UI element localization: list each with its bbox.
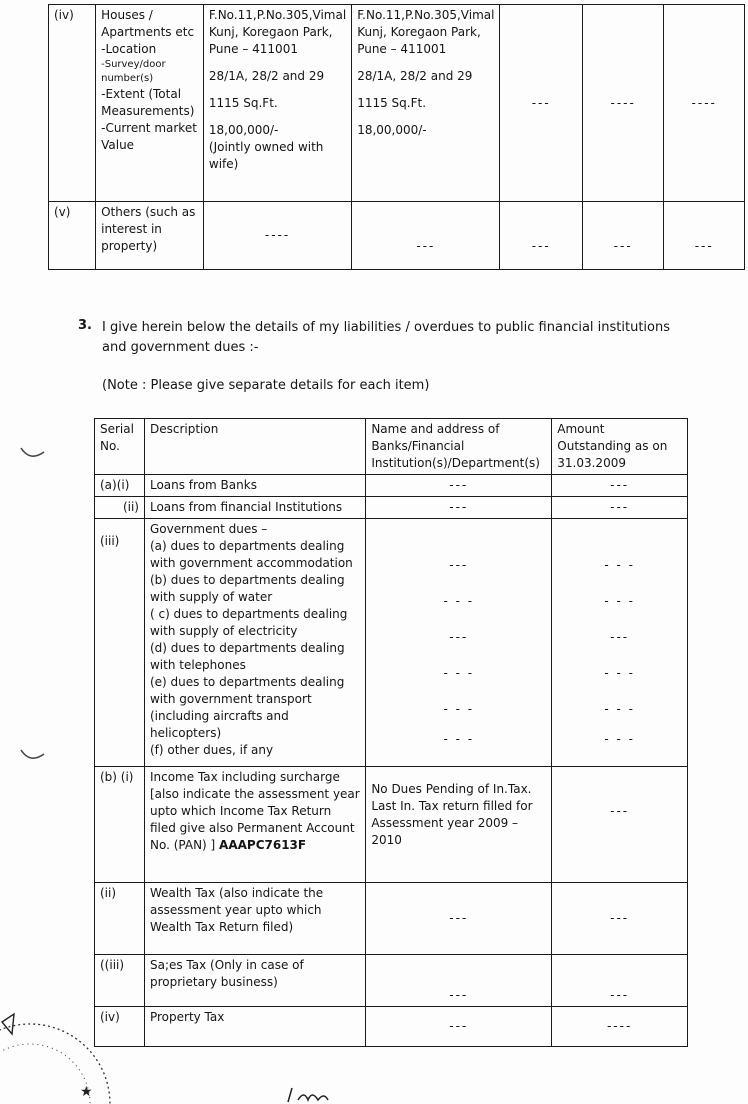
- serial-cell: (v): [49, 202, 96, 270]
- header-amount: Amount Outstanding as on 31.03.2009: [552, 419, 688, 475]
- serial-cell: (iii): [95, 519, 145, 767]
- section-note: (Note : Please give separate details for each item): [102, 378, 430, 393]
- desc-title: Houses / Apartments etc: [101, 8, 195, 39]
- header-row: [95, 419, 688, 475]
- self-note: (Jointly owned with wife): [208, 140, 324, 171]
- table-row-sales-tax: [95, 955, 688, 1007]
- section-number: 3.: [78, 318, 92, 333]
- name-cell: ---: [366, 497, 552, 519]
- amount-cell: ----: [552, 1007, 688, 1047]
- self-address: F.No.11,P.No.305,Vimal Kunj, Koregaon Park, Pune – 411001: [208, 8, 347, 56]
- self-cell: [203, 5, 351, 202]
- spouse-cell: [352, 5, 500, 202]
- serial-cell: (b) (i): [95, 767, 145, 883]
- amount-cell: ---: [552, 497, 688, 519]
- spouse-extent: 1115 Sq.Ft.: [357, 96, 427, 110]
- assets-table: [48, 4, 745, 270]
- desc-location: -Location: [101, 42, 157, 56]
- punch-hole-mark: [18, 742, 48, 772]
- self-value: 18,00,000/-: [208, 123, 279, 137]
- govt-item: (b) dues to departments dealing with supply of water: [149, 573, 345, 604]
- name-cell: [366, 519, 552, 767]
- value-cell: ---: [582, 202, 664, 270]
- income-tax-desc: Income Tax including surcharge [also indicate the assessment year upto which Income Tax Return filed give also Permanent Account No. (PAN) ]: [149, 770, 360, 852]
- name-cell: No Dues Pending of In.Tax. Last In. Tax return filled for Assessment year 2009 – 2010: [366, 767, 552, 883]
- spouse-address: F.No.11,P.No.305,Vimal Kunj, Koregaon Park, Pune – 411001: [357, 8, 495, 56]
- description-cell: Property Tax: [144, 1007, 365, 1047]
- svg-text:★: ★: [80, 1084, 93, 1100]
- value-cell: ---: [352, 202, 500, 270]
- govt-item: (d) dues to departments dealing with telephones: [149, 641, 345, 672]
- serial-cell: (iv): [49, 5, 96, 202]
- serial-cell: (iv): [95, 1007, 145, 1047]
- header-description: Description: [144, 419, 365, 475]
- amount-cell: [552, 519, 688, 767]
- dash: - - -: [604, 558, 635, 572]
- table-row-wealth-tax: [95, 883, 688, 955]
- description-cell: [96, 5, 204, 202]
- dependent2-cell: ----: [582, 5, 664, 202]
- description-cell: Wealth Tax (also indicate the assessment year upto which Wealth Tax Return filed): [144, 883, 365, 955]
- table-row-property-tax: [95, 1007, 688, 1047]
- table-row: [95, 475, 688, 497]
- self-survey: 28/1A, 28/2 and 29: [208, 69, 325, 83]
- description-cell: Loans from Banks: [144, 475, 365, 497]
- value-cell: ---: [500, 202, 582, 270]
- amount-cell: ---: [552, 767, 688, 883]
- liabilities-table: [94, 418, 688, 1047]
- dash: - - -: [604, 702, 635, 716]
- spouse-survey: 28/1A, 28/2 and 29: [357, 69, 473, 83]
- table-row-income-tax: [95, 767, 688, 883]
- name-cell: ---: [366, 1007, 552, 1047]
- serial-cell: (ii): [95, 497, 145, 519]
- desc-survey: -Survey/door number(s): [101, 59, 166, 84]
- dash: - - -: [604, 732, 635, 746]
- serial-cell: (ii): [95, 883, 145, 955]
- govt-item: (f) other dues, if any: [149, 743, 274, 757]
- govt-item: (e) dues to departments dealing with government transport (including aircrafts and helicopters): [149, 675, 345, 740]
- description-cell: Sa;es Tax (Only in case of proprietary business): [144, 955, 365, 1007]
- table-row-govt-dues: [95, 519, 688, 767]
- dash: - - -: [443, 594, 475, 608]
- section-text: I give herein below the details of my liabilities / overdues to public financial institutions and government dues :-: [102, 320, 671, 355]
- description-cell: Loans from financial Institutions: [144, 497, 365, 519]
- name-cell: ---: [366, 955, 552, 1007]
- dash: ---: [610, 630, 630, 644]
- dependent3-cell: ----: [664, 5, 745, 202]
- dash: - - -: [604, 594, 635, 608]
- dash: - - -: [443, 732, 475, 746]
- asset-row-houses: [49, 5, 745, 202]
- name-cell: ---: [366, 883, 552, 955]
- dash: - - -: [443, 666, 475, 680]
- serial-cell: (a)(i): [95, 475, 145, 497]
- desc-value: -Current market Value: [101, 121, 197, 152]
- serial-cell: ((iii): [95, 955, 145, 1007]
- seal-stamp: [0, 1000, 120, 1104]
- value-cell: ---: [664, 202, 745, 270]
- table-row: [95, 497, 688, 519]
- dash: - - -: [604, 666, 635, 680]
- amount-cell: ---: [552, 475, 688, 497]
- amount-cell: ---: [552, 955, 688, 1007]
- asset-row-others: [49, 202, 745, 270]
- dependent1-cell: ---: [500, 5, 582, 202]
- govt-item: (a) dues to departments dealing with government accommodation: [149, 539, 353, 570]
- header-name-address: Name and address of Banks/Financial Institution(s)/Department(s): [366, 419, 552, 475]
- punch-hole-mark: [18, 440, 48, 470]
- description-cell: Others (such as interest in property): [96, 202, 204, 270]
- header-serial: Serial No.: [95, 419, 145, 475]
- govt-item: ( c) dues to departments dealing with supply of electricity: [149, 607, 348, 638]
- description-cell: [144, 519, 365, 767]
- description-cell: [144, 767, 365, 883]
- signature-mark: [284, 1086, 354, 1104]
- govt-title: Government dues –: [149, 522, 268, 536]
- self-extent: 1115 Sq.Ft.: [208, 96, 278, 110]
- name-cell: ---: [366, 475, 552, 497]
- desc-extent: -Extent (Total Measurements): [101, 87, 195, 118]
- dash: - - -: [443, 702, 475, 716]
- spouse-value: 18,00,000/-: [357, 123, 427, 137]
- value-cell: ----: [203, 202, 351, 270]
- dash: ---: [449, 558, 469, 572]
- dash: ---: [449, 630, 469, 644]
- amount-cell: ---: [552, 883, 688, 955]
- pan-number: AAAPC7613F: [219, 838, 307, 852]
